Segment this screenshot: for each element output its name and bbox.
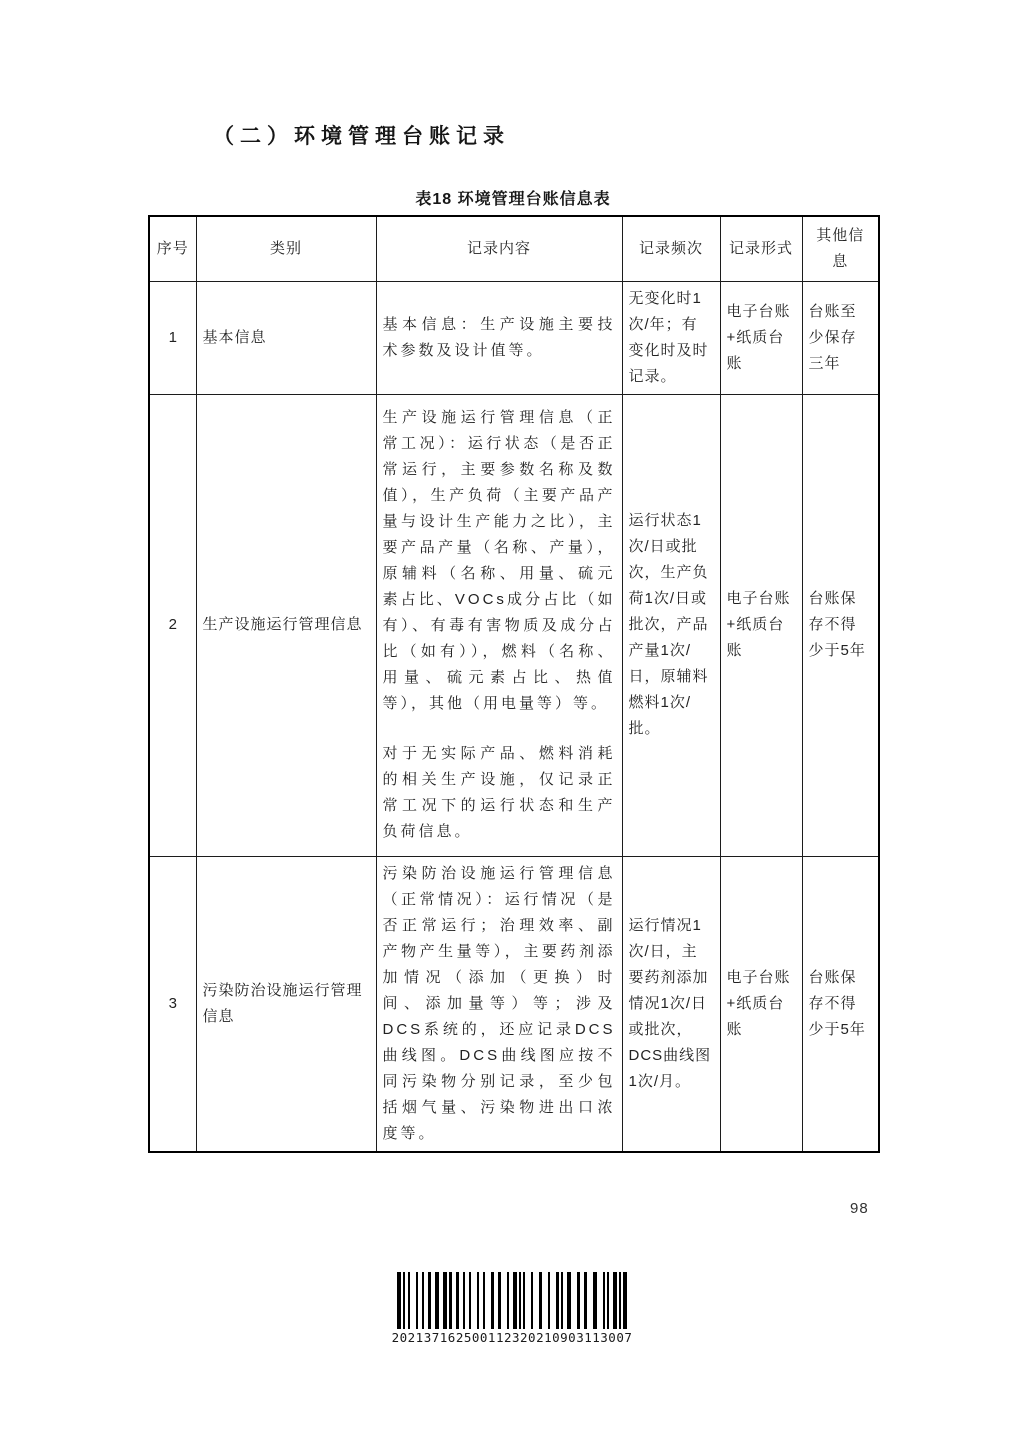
table-title: 表18 环境管理台账信息表: [415, 191, 611, 208]
cell-record-form: 电子台账+纸质台账: [720, 394, 802, 856]
cell-category: 生产设施运行管理信息: [196, 394, 376, 856]
cell-row-number: 2: [149, 394, 196, 856]
content-paragraph: 对于无实际产品、燃料消耗的相关生产设施，仅记录正常工况下的运行状态和生产负荷信息。: [382, 745, 616, 840]
col-header-form: 记录形式: [720, 216, 802, 281]
content-paragraph: 基本信息：生产设施主要技术参数及设计值等。: [382, 315, 616, 359]
table-row: [149, 281, 879, 394]
cell-record-form: 电子台账+纸质台账: [720, 281, 802, 394]
table-row: [149, 856, 879, 1152]
cell-other-info: 台账保存不得少于5年: [802, 856, 879, 1152]
cell-frequency: 无变化时1次/年；有变化时及时记录。: [622, 281, 720, 394]
cell-other-info: 台账保存不得少于5年: [802, 394, 879, 856]
cell-record-form: 电子台账+纸质台账: [720, 856, 802, 1152]
cell-frequency: 运行状态1次/日或批次，生产负荷1次/日或批次，产品产量1次/日，原辅料燃料1次/批。: [622, 394, 720, 856]
cell-other-info: 台账至少保存三年: [802, 281, 879, 394]
col-header-content: 记录内容: [376, 216, 622, 281]
cell-row-number: 1: [149, 281, 196, 394]
content-paragraph: 污染防治设施运行管理信息（正常情况）：运行情况（是否正常运行；治理效率、副产物产生量等），主要药剂添加情况（添加（更换）时间、添加量等）等；涉及DCS系统的，还应记录DCS曲线图。DCS曲线图应按不同污染物分别记录，至少包括烟气量、污染物进出口浓度等。: [382, 864, 616, 1142]
barcode-bars: [376, 1272, 648, 1329]
cell-content: [376, 394, 622, 856]
cell-content: [376, 281, 622, 394]
ledger-table: [148, 215, 880, 1153]
cell-row-number: 3: [149, 856, 196, 1152]
header-row: [149, 216, 879, 281]
col-header-category: 类别: [196, 216, 376, 281]
page-number: 98: [850, 1200, 869, 1217]
barcode: [376, 1272, 648, 1345]
table-row: [149, 394, 879, 856]
barcode-digits: 202137162500112320210903113007: [391, 1330, 633, 1345]
content-paragraph: 生产设施运行管理信息（正常工况）：运行状态（是否正常运行，主要参数名称及数值），生产负荷（主要产品产量与设计生产能力之比），主要产品产量（名称、产量），原辅料（名称、用量、硫元素占比、VOCs成分占比（如有）、有毒有害物质及成分占比（如有）），燃料（名称、用量、硫元素占比、热值等），其他（用电量等）等。: [382, 409, 616, 712]
cell-content: [376, 856, 622, 1152]
col-header-frequency: 记录频次: [622, 216, 720, 281]
section-heading: （二）环境管理台账记录: [213, 125, 510, 148]
cell-frequency: 运行情况1次/日，主要药剂添加情况1次/日或批次，DCS曲线图1次/月。: [622, 856, 720, 1152]
cell-category: 基本信息: [196, 281, 376, 394]
col-header-other: 其他信息: [802, 216, 879, 281]
cell-category: 污染防治设施运行管理信息: [196, 856, 376, 1152]
col-header-no: 序号: [149, 216, 196, 281]
